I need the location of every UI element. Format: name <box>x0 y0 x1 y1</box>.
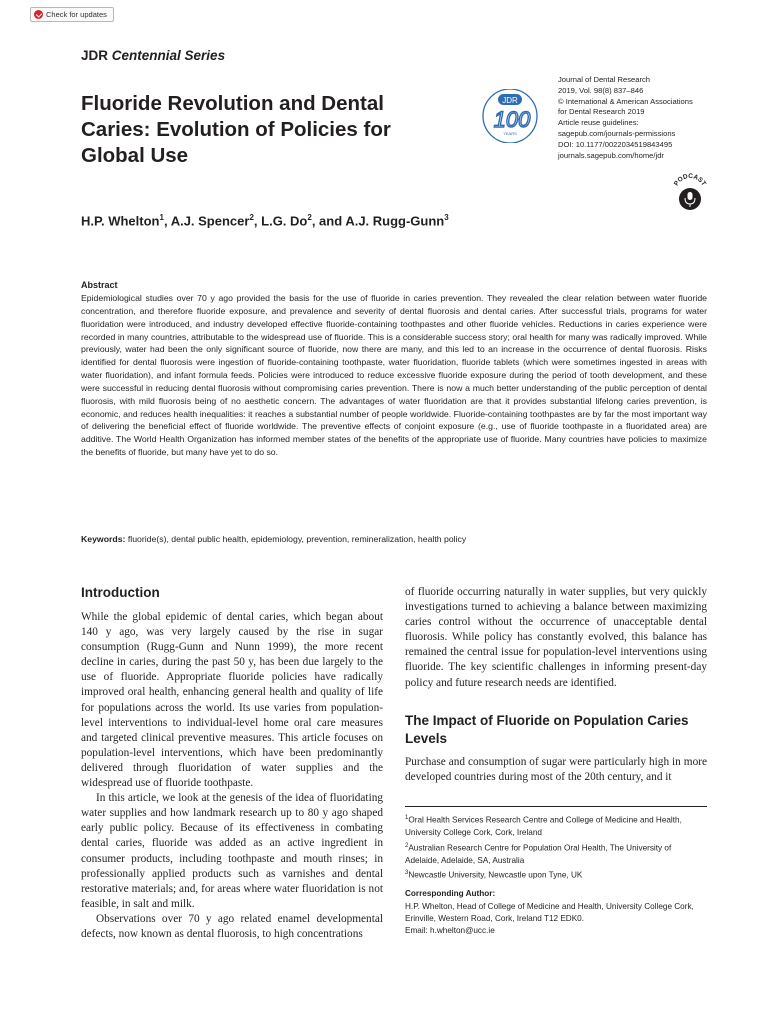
affiliation-footnote <box>405 840 707 868</box>
title-line: Fluoride Revolution and Dental <box>81 92 384 115</box>
footnote-text: Oral Health Services Research Centre and College of Medicine and Health, University College Cork, Cork, Ireland <box>405 815 682 838</box>
body-paragraph: of fluoride occurring naturally in water supplies, but very quickly investigations turned to achieving a balance between maximizing caries control without the occurrence of unacceptable dental fluorosis. While policy has constantly evolved, this balance has remained the central issue for population-level interventions using fluoride. The key scientific challenges in informing present-day policy and future research needs are identified. <box>405 586 707 689</box>
title-line: Caries: Evolution of Policies for <box>81 118 391 141</box>
author-list: H.P. Whelton$^1$, A.J. Spencer$^2$, L.G. Do$^2$, and A.J. Rugg-Gunn$^3$ <box>81 213 449 229</box>
introduction-heading: Introduction <box>81 585 160 600</box>
affiliation-marker: 3 <box>444 213 449 222</box>
keywords <box>81 534 701 544</box>
author-name: H.P. Whelton <box>81 213 160 229</box>
body-paragraph: Purchase and consumption of sugar were particularly high in more developed countries during most of the 20th century, and it <box>405 756 707 784</box>
author-conjunction: and <box>319 213 343 229</box>
affiliation-footnote <box>405 867 707 882</box>
journal-info-line: 2019, Vol. 98(8) 837–846 <box>558 85 644 95</box>
footnote-marker: 2 <box>405 842 409 849</box>
body-paragraph: In this article, we look at the genesis of the idea of fluoridating water supplies and how landmark research up to 80 y ago shaped early public policy. Because of its effectiveness in combating dental caries, fluoride was added as an active ingredient in consumer products, including toothpaste and mouth rinses; in professionally applied products such as varnishes and dental restorative materials; and, for areas where water fluoridation is not feasible, in salt and milk. <box>81 792 383 910</box>
body-paragraph: While the global epidemic of dental caries, which began about 140 y ago, was very largely caused by the rise in sugar consumption (Rugg-Gunn and Nunn 1999), the more recent decline in caries, during the past 50 y, has been due largely to the use of fluoride. Appropriate fluoride policies have radically improved oral health, enhancing general health and quality of life for populations across the world. Its use varies from population-level interventions to individual-level home oral care measures and targeted clinical preventive measures. This article focuses on population-level interventions, which have been predominantly delivered through fluoridation of water supplies and the widespread use of fluoride toothpaste. <box>81 611 383 790</box>
keywords-label: Keywords: <box>81 534 126 544</box>
corresponding-author-text: H.P. Whelton, Head of College of Medicine and Health, University College Cork, Erinville, Western Road, Cork, Ireland T12 EDK0. <box>405 901 694 924</box>
check-for-updates-label: Check for updates <box>46 10 107 19</box>
journal-home-link[interactable]: journals.sagepub.com/home/jdr <box>558 150 664 160</box>
jdr-100-years-logo <box>474 89 546 143</box>
journal-info <box>558 75 728 161</box>
affiliation-marker: 2 <box>307 213 312 222</box>
title-line: Global Use <box>81 144 189 167</box>
email-link[interactable]: Email: h.whelton@ucc.ie <box>405 926 495 936</box>
check-badge-icon <box>34 10 43 19</box>
footnote-divider <box>405 806 707 807</box>
affiliation-marker: 2 <box>249 213 254 222</box>
footnote-text: Australian Research Centre for Population Oral Health, The University of Adelaide, Adelaide, SA, Australia <box>405 843 672 865</box>
podcast-icon[interactable] <box>670 170 710 214</box>
author-name: A.J. Spencer <box>170 213 250 229</box>
article-title <box>81 91 431 169</box>
logo-years-text: YEARS <box>503 131 517 136</box>
abstract-text: Epidemiological studies over 70 y ago provided the basis for the use of fluoride in caries prevention. They revealed the clear relation between water fluoride concentration, and therefore fluoride exposure, and prevalence and severity of dental fluorosis and dental caries. After successful trials, programs for water fluoridation were introduced, and industry developed effective fluoride-containing toothpastes and other fluoride vehicles. Reductions in caries experience were recorded in many countries, attributable to the widespread use of fluoride. This is a considerable success story; oral health for many was radically improved. While previously, water had been the only significant source of fluoride, now there are many, and this led to an increase in the occurrence of dental fluorosis. Risks identified for dental fluorosis were ingestion of fluoride-containing toothpaste, water fluoridation, fluoride tablets (which were sometimes ingested in areas with water fluoridation), and infant formula feeds. Policies were introduced to reduce excessive fluoride exposure during the period of tooth development, and these were successful in reducing dental fluorosis without compromising caries prevention. There is now a much better understanding of the public perception of dental fluorosis, with mild fluorosis being of no aesthetic concern. The advantages of water fluoridation are that it provides substantial lifelong caries prevention, is economic, and reduces health inequalities: it reaches a substantial number of people worldwide. Fluoride-containing toothpastes are by far the most important way of delivering the beneficial effect of fluoride worldwide. The preventive effects of conjoint exposure (e.g., use of fluoride toothpaste in a fluoridated area) are additive. The World Health Organization has informed member states of the benefits of the appropriate use of fluoride. Many countries have policies to maximize the benefits of fluoride, but many have yet to do so. <box>81 293 707 458</box>
svg-text:PODCAST <box>673 173 707 187</box>
journal-info-line: Journal of Dental Research <box>558 75 651 84</box>
footnotes <box>405 812 707 938</box>
podcast-label: PODCAST <box>672 172 708 188</box>
keywords-text: fluoride(s), dental public health, epidemiology, prevention, remineralization, health policy <box>127 534 467 544</box>
check-for-updates-button[interactable] <box>30 7 114 22</box>
series-label <box>81 48 225 63</box>
author-name: A.J. Rugg-Gunn <box>345 213 445 229</box>
author-name: L.G. Do <box>261 213 308 229</box>
journal-info-line: Article reuse guidelines: <box>558 118 639 128</box>
corresponding-author-heading: Corresponding Author: <box>405 889 496 899</box>
logo-jdr-text: JDR <box>502 96 518 105</box>
journal-info-line: © International & American Associations <box>558 96 693 106</box>
series-journal: JDR <box>81 48 109 63</box>
journal-info-line: for Dental Research 2019 <box>558 107 645 117</box>
footnote-text: Newcastle University, Newcastle upon Tyne, UK <box>408 870 583 880</box>
doi-link[interactable]: DOI: 10.1177/0022034519843495 <box>558 139 673 149</box>
affiliation-marker: 1 <box>159 213 164 222</box>
impact-section-heading: The Impact of Fluoride on Population Caries Levels <box>405 713 689 746</box>
body-column-right <box>405 585 707 691</box>
abstract-heading: Abstract <box>81 280 118 290</box>
affiliation-footnote <box>405 812 707 840</box>
footnote-marker: 3 <box>405 870 409 877</box>
body-paragraph: Observations over 70 y ago related enamel developmental defects, now known as dental fluorosis, to high concentrations <box>81 912 383 940</box>
logo-100-text: 100 <box>493 107 531 132</box>
body-column-left <box>81 610 383 942</box>
series-name: Centennial Series <box>111 48 226 63</box>
body-column-right-lower <box>405 755 707 785</box>
footnote-marker: 1 <box>405 815 409 821</box>
permissions-link[interactable]: sagepub.com/journals-permissions <box>558 128 676 138</box>
